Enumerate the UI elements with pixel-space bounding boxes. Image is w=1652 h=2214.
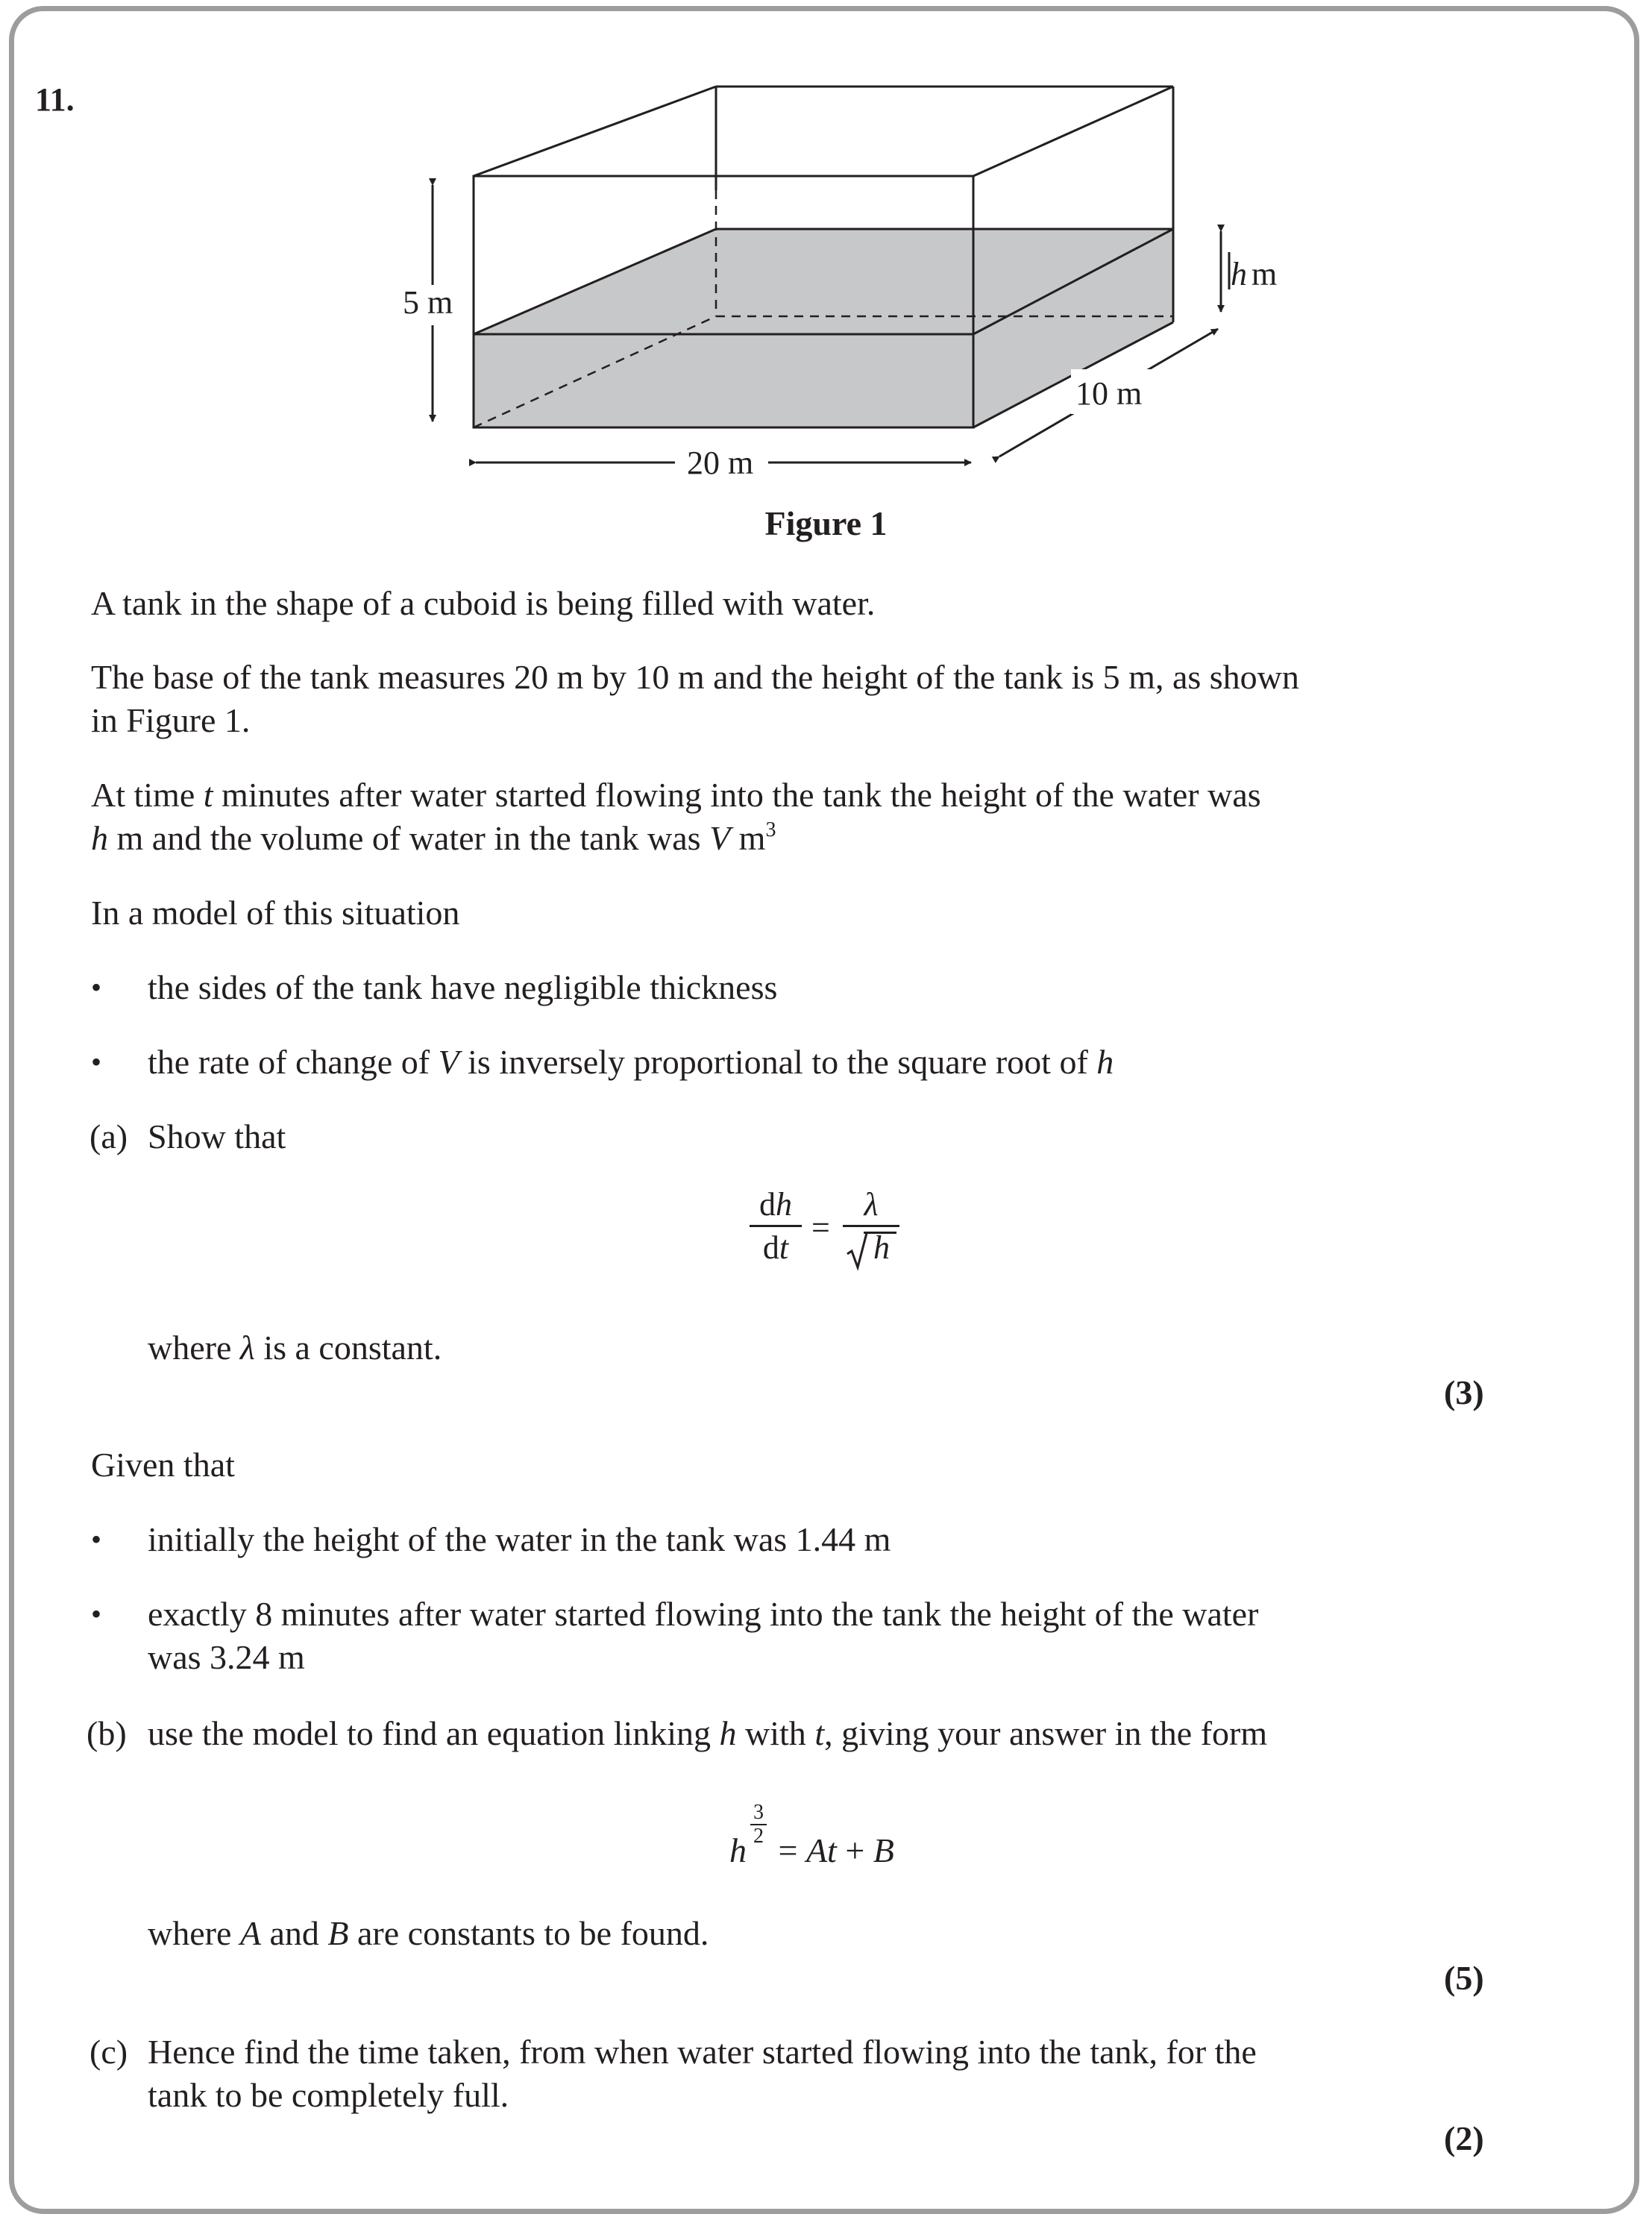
- bullet-marker: •: [91, 1045, 102, 1079]
- height-label: 5 m: [403, 284, 453, 321]
- intro-line-2b: in Figure 1.: [91, 701, 251, 739]
- equals-sign: =: [811, 1209, 830, 1246]
- exponent-three-halves: 3 2: [750, 1801, 767, 1848]
- water-height-var: h: [1231, 256, 1247, 292]
- dh-dt-fraction: dh dt: [750, 1185, 802, 1269]
- given-bullet-2b: was 3.24 m: [148, 1638, 305, 1676]
- length-label: 20 m: [687, 445, 754, 481]
- part-c-line-1: Hence find the time taken, from when water started flowing into the tank, for the: [148, 2033, 1257, 2071]
- bullet-marker: •: [91, 1522, 102, 1556]
- part-b-label: (b): [87, 1714, 127, 1752]
- svg-text:hm: [1231, 256, 1277, 292]
- given-bullet-2a: exactly 8 minutes after water started flowing into the tank the height of the water: [148, 1595, 1259, 1633]
- intro-line-1: A tank in the shape of a cuboid is being filled with water.: [91, 584, 876, 622]
- part-a-label: (a): [89, 1117, 128, 1155]
- water-height-unit: m: [1251, 256, 1278, 292]
- part-b-equation-rhs: = At + B: [770, 1831, 894, 1869]
- depth-label: 10 m: [1075, 375, 1143, 412]
- intro-line-4: In a model of this situation: [91, 894, 460, 932]
- part-a-marks: (3): [1444, 1373, 1484, 1411]
- bullet-marker: •: [91, 970, 102, 1004]
- part-b-equation-base: h: [729, 1831, 747, 1869]
- part-b-marks: (5): [1444, 1959, 1484, 1997]
- part-b-text: use the model to find an equation linking h with t, giving your answer in the form: [148, 1714, 1268, 1752]
- figure-caption: Figure 1: [764, 504, 888, 542]
- part-a-text: Show that: [148, 1117, 286, 1155]
- question-number: 11.: [35, 81, 75, 118]
- intro-line-3b: h m and the volume of water in the tank was V $m^3$: [91, 818, 776, 857]
- given-heading: Given that: [91, 1446, 235, 1484]
- bullet-marker: •: [91, 1597, 102, 1631]
- part-a-where: where λ is a constant.: [148, 1329, 442, 1367]
- part-c-marks: (2): [1444, 2119, 1484, 2157]
- model-bullet-1: the sides of the tank have negligible thickness: [148, 968, 778, 1006]
- intro-line-2a: The base of the tank measures 20 m by 10 m and the height of the tank is 5 m, as shown: [91, 658, 1299, 696]
- intro-line-3a: At time t minutes after water started flowing into the tank the height of the water was: [91, 776, 1261, 814]
- part-b-where: where A and B are constants to be found.: [148, 1914, 709, 1952]
- sqrt-sign: [846, 1232, 868, 1270]
- part-c-label: (c): [89, 2033, 128, 2071]
- tank-figure: [0, 0, 1652, 522]
- part-c-line-2: tank to be completely full.: [148, 2076, 509, 2114]
- model-bullet-2: the rate of change of V is inversely proportional to the square root of h: [148, 1043, 1114, 1081]
- lambda-over-root-h: λ h: [843, 1185, 899, 1269]
- water-front-face: [474, 334, 973, 427]
- given-bullet-1: initially the height of the water in the tank was 1.44 m: [148, 1520, 891, 1558]
